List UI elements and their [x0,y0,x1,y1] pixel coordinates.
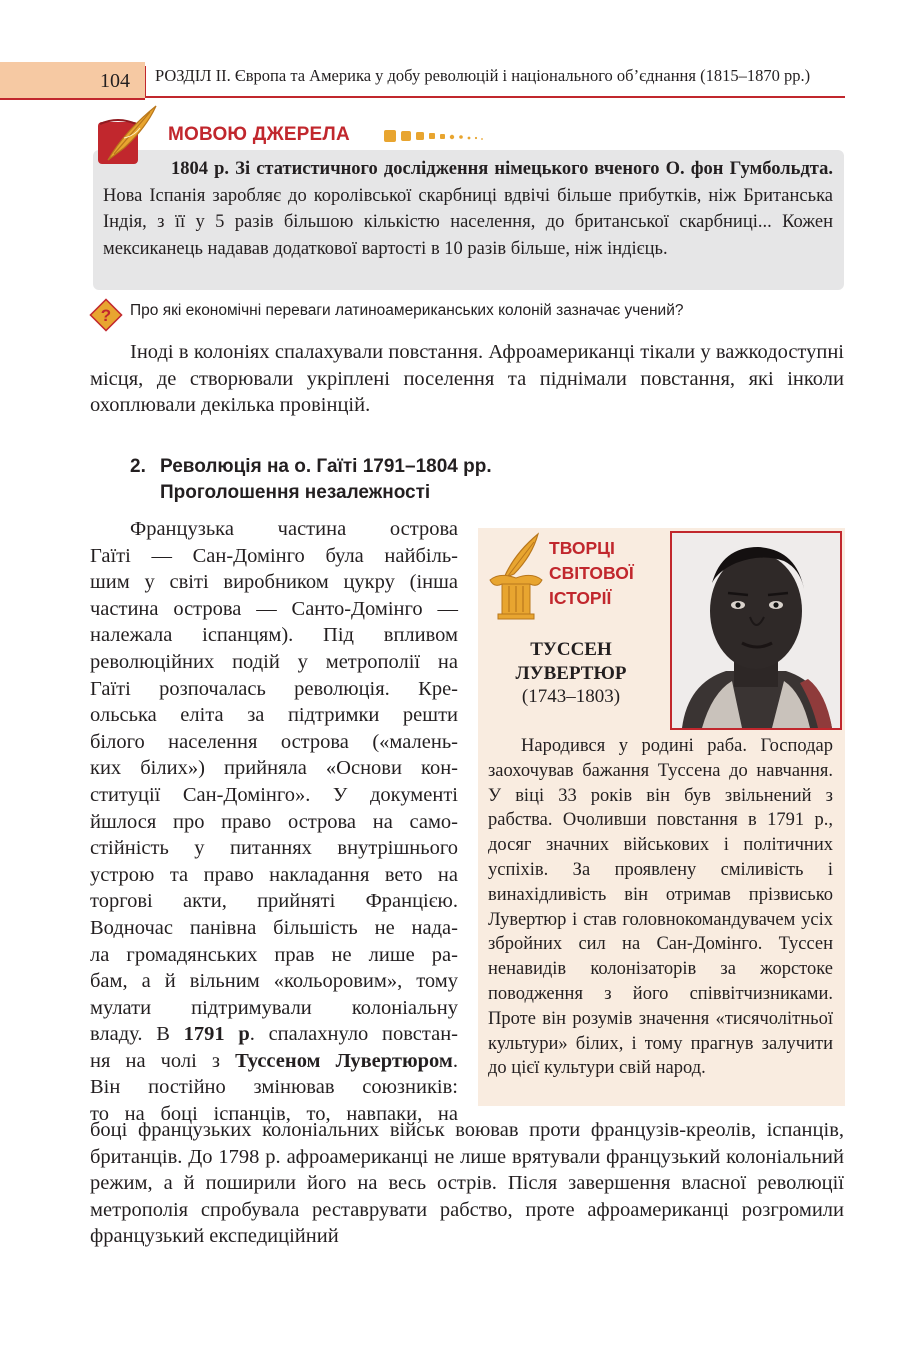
source-lead: 1804 р. Зі статистичного дослідження німецького вченого О. фон Гумбольдта. [171,159,833,179]
main-line: частина острова — Санто-Домінго — [90,597,458,620]
main-line: бам, а й вільним «кольоровим», тому [90,970,458,993]
main-line: революційних подій у метрополії на [90,650,458,673]
person-name: ТУССЕН ЛУВЕРТЮР [515,639,627,684]
sidebar-heading: ТВОРЦІ СВІТОВОЇ ІСТОРІЇ [549,538,634,608]
section-2-heading [130,454,492,506]
paragraph-1: Іноді в колоніях спалахували повстання. Афроамериканці тікали у важкодоступні місця, де створювали укріплені поселення та піднімали повстання, які інколи охоплювали декілька провінцій. [90,341,844,417]
main-line: йшлося про право острова на само- [90,810,458,833]
main-line: мулати підтримували колоніальну [90,996,458,1019]
toussaint-name: Туссеном Лувертюром [235,1049,453,1072]
header-divider [145,66,146,96]
main-line: Гаїті — Сан-Домінго була найбіль- [90,544,458,567]
source-quote [103,156,833,262]
main-line: Гаїті розпочалась революція. Кре- [90,677,458,700]
question-diamond-icon [89,298,123,332]
person-bio: Народився у родині раба. Господар заохочував бажання Туссена до навчання. У віці 33 років він був звільнений з рабства. Очоливши повстання в 1791 р., досяг значних військових і політичних успіхів. За проявлену сміливість і винахідливість він отримав прізвисько Лувертюр і став головнокомандувачем усіх збройних сил на Сан-Домінго. Туссен ненавидів колонізаторів за жорстоке поводження з його співвітчизниками. Проте він розумів значення «тисячолітньої культури» білих, і тому прагнув залучити до цієї культури свій народ. [488,736,833,1079]
main-continuation: боці французьких колоніальних військ воював проти французів-креолів, іспанців, британців. До 1798 р. афроамериканці не лише врятували французький колоніальний режим, а й поширили його на весь острів. Після завершення власної революції метрополія спробувала реставрувати рабство, проте афроамериканці розгромили французький експедиційний [90,1119,844,1248]
quill-column-icon [486,530,546,620]
page-number: 104 [100,70,130,92]
svg-text:?: ? [100,306,112,325]
main-line: ла громадянських прав не лише ра- [90,943,458,966]
main-line: владу. В 1791 р. спалахнуло повстан- [90,1023,459,1046]
main-line: ких білих») прийняла «Основи кон- [90,757,458,780]
section-2-number: 2. [130,456,146,477]
section-title: РОЗДІЛ II. Європа та Америка у добу революцій і національного об’єднання (1815–1870 рр.) [155,66,811,85]
question-text: Про які економічні переваги латиноамериканських колоній зазначає учений? [130,302,684,319]
main-line: устрою та право накладання вето на [90,863,458,886]
main-line: належала іспанцям). Під впливом [90,624,458,647]
main-column [90,516,458,1128]
year-1791: 1791 р [183,1023,250,1046]
section-2-title-line2: Проголошення незалежності [160,482,431,503]
header-rule [145,96,845,98]
ornament-dots-icon [382,128,492,144]
source-body: Нова Іспанія заробляє до королівської скарбниці вдвічі більше прибутків, ніж Британська Індія, з її у 5 разів більшою кількістю населення, до британської скарбниці... Кожен мексиканець надавав додаткової вартості в 10 разів більше, ніж індієць. [103,185,833,259]
main-line: стійність у питаннях внутрішнього [90,837,458,860]
main-line: ольська еліта за підтримки решти [90,704,458,727]
main-line: ня на чолі з Туссеном Лувертюром. [90,1049,458,1072]
main-line: Він постійно змінював союзників: [90,1076,458,1099]
main-line: білого населення острова («малень- [90,730,458,753]
main-line: то на боці іспанців, то, навпаки, на [90,1103,458,1126]
main-line: шим у світі виробником цукру (інша [90,571,458,594]
main-line: Водночас панівна більшість не нада- [90,916,458,939]
source-label: МОВОЮ ДЖЕРЕЛА [168,124,350,145]
main-line: ституції Сан-Домінго». У документі [90,783,458,806]
person-years: (1743–1803) [521,686,621,707]
main-line: Французька частина острова [130,518,458,540]
portrait-image [670,531,842,730]
section-2-title-line1: Революція на о. Гаїті 1791–1804 рр. [160,456,492,477]
main-line: торгові акти, прийняті Францією. [90,890,458,913]
